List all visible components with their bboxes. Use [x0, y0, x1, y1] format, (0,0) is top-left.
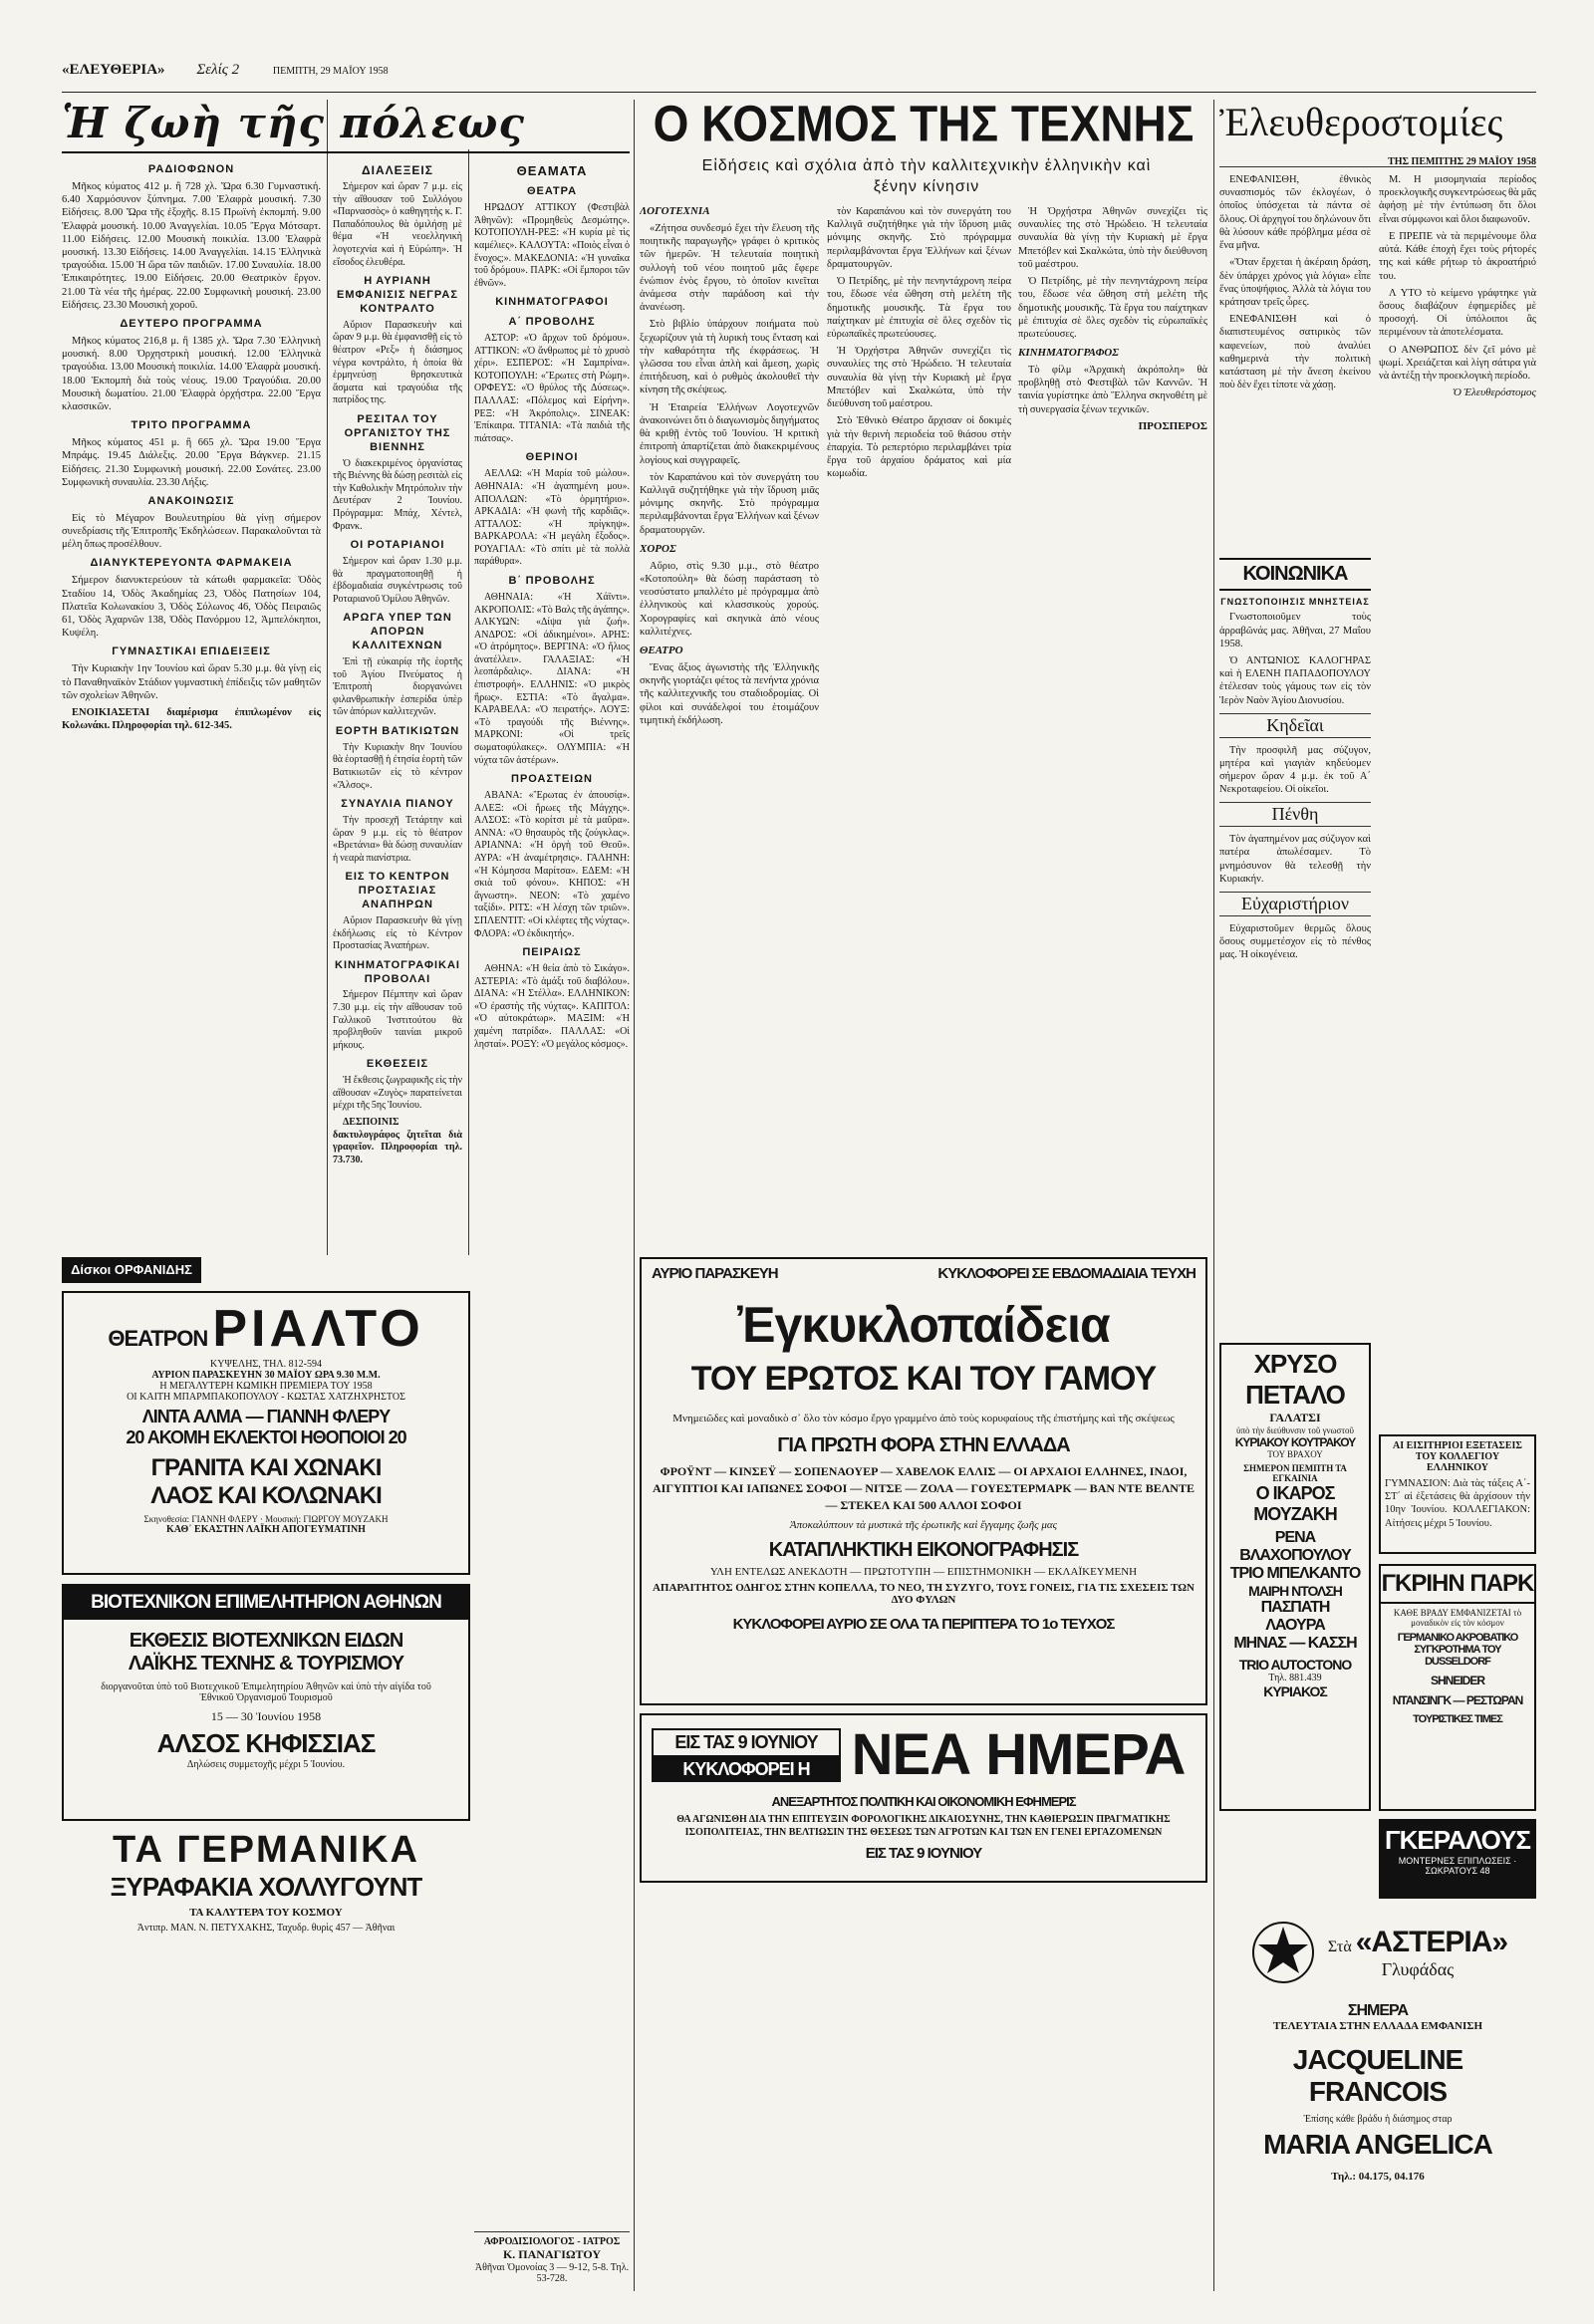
aid-text: Ἐπὶ τῇ εὐκαιρίᾳ τῆς ἑορτῆς τοῦ Ἁγίου Πνεύματος ἡ Ἐπιτροπὴ διοργανώνει φιλανθρωπικὴν ἑσπερίδα ὑπὲρ τῶν ἀπόρων καλλιτεχνῶν. [333, 655, 462, 718]
gold-singer: ΡΕΝΑ ΒΛΑΧΟΠΟΥΛΟΥ [1239, 1529, 1351, 1564]
asteria-intro: Στὰ [1327, 1937, 1352, 1955]
rotary-heading: ΟΙ ΡΟΤΑΡΙΑΝΟΙ [350, 539, 445, 552]
gold-show: Ο ΙΚΑΡΟΣ [1255, 1483, 1335, 1503]
fs-p2: «Ὅταν ἔρχεται ἡ ἀκέραιη δράση, δὲν ὑπάρχει χρόνος γιὰ λόγια» εἶπε ἕνας ὑποψήφιος. Ἀλλὰ τὰ λόγια του κράτησαν τρεῖς ὧρες. [1219, 257, 1371, 308]
column-3 [474, 157, 630, 2299]
park-text: ΚΑΘΕ ΒΡΑΔΥ ΕΜΦΑΝΙΖΕΤΑΙ τὸ μοναδικὸν εἰς τὸν κόσμον [1393, 1608, 1522, 1628]
park-acts: SHNEIDER [1430, 1674, 1484, 1687]
art-column-a [640, 205, 819, 1251]
announcement-heading: ΑΝΑΚΟΙΝΩΣΙΣ [147, 494, 235, 507]
art-mid-p3: Ἡ Ὀρχήστρα Ἀθηνῶν συνεχίζει τὶς συναυλίες της στὸ Ἡρώδειο. Ἡ τελευταία συναυλία θὰ γίνῃ τὴν Κυριακὴ μὲ ἔργα Μπετόβεν καὶ Σκαλκώτα, ὑπὸ τὴν διεύθυνση τοῦ μαέστρου. [827, 346, 1011, 410]
fs-p1: ΕΝΕΦΑΝΙΣΘΗ, ἐθνικὸς συνασπισμός τῶν ἐκλογέων, ὁ ὁποῖος ὑπόσχεται τὰ πάντα σὲ ὅλους. Οἱ ἀρχηγοί του δηλώνουν ὅτι θὰ λύσουν κάθε πρόβλημα μέσα σὲ ἕνα μῆνα. [1219, 174, 1371, 252]
art-col-c-p2: Ὁ Πετρίδης, μὲ τὴν πενηντάχρονη πείρα του, ἔδωσε νέα ὤθηση στὴ μελέτη τῆς δημοτικῆς μουσικῆς. Τὰ ἔργα του παίχτηκαν μὲ ἐπιτυχία σὲ ὅλες σχεδὸν τὶς εὐρωπαϊκὲς πρωτεύουσες. [1018, 276, 1207, 340]
first-run-text: ΑΣΤΟΡ: «Ὁ ἄρχων τοῦ δρόμου». ΑΤΤΙΚΟΝ: «Ὁ ἄνθρωπος μὲ τὸ χρυσὸ χέρι». ΕΣΠΕΡΟΣ: «Ἡ Σαμπρίνα». ΚΟΤΟΠΟΥΛΗ: «Ἔρωτες στὴ Ρώμη». ΟΡΦΕΥΣ: «Ὁ θρύλος τῆς Δύσεως». ΠΑΛΛΑΣ: «Πόλεμος καὶ Εἰρήνη». ΡΕΞ: «Ἡ Ἀκρόπολις». ΣΙΝΕΑΚ: Ἐπίκαιρα. ΤΙΤΑΝΙΑ: «Τὰ παιδιὰ τῆς πιάτσας». [474, 333, 630, 444]
grief-text: Τὸν ἀγαπημένον μας σύζυγον καὶ πατέρα ἀπωλέσαμεν. Τὸ μνημόσυνον θὰ τελεσθῇ τὴν Κυριακήν. [1219, 834, 1371, 885]
chamber-line-4: 15 — 30 Ἰουνίου 1958 [210, 1709, 322, 1723]
piano-text: Τὴν προσεχῆ Τετάρτην καὶ ὥραν 9 μ.μ. εἰς τὸ θέατρον «Βρετάνια» θὰ δώσῃ συναυλίαν ἡ νεαρὰ πιανίστρια. [333, 815, 462, 864]
summer-text: ΑΕΛΛΩ: «Ἡ Μαρία τοῦ μώλου». ΑΘΗΝΑΙΑ: «Ἡ ἀγαπημένη μου». ΑΠΟΛΛΩΝ: «Τὸ ὁρμητήριο». ΑΡΚΑΔΙΑ: «Ἡ φωνὴ τῆς καρδιᾶς». ΑΤΤΑΛΟΣ: «Ἡ πρίγκηψ». ΒΑΡΚΑΡΟΛΑ: «Ἡ μεγάλη ἔξοδος». ΡΟΥΑΓΙΑΛ: «Τὸ σπίτι μὲ τὰ πολλὰ παράθυρα». [474, 468, 630, 568]
park-group: ΓΕΡΜΑΝΙΚΟ ΑΚΡΟΒΑΤΙΚΟ ΣΥΓΚΡΟΤΗΜΑ ΤΟΥ DUSSELDORF [1397, 1632, 1518, 1668]
art-mid-p4: Στὸ Ἐθνικὸ Θέατρο ἄρχισαν οἱ δοκιμὲς γιὰ τὴν θερινὴ περιοδεία τοῦ θιάσου στὴν ἐπαρχία. Τὸ ρεπερτόριο περιλαμβάνει τρία ἔργα τοῦ ἀρχαίου δράματος καὶ μία κωμωδία. [827, 415, 1011, 480]
rialto-line-1: ΑΥΡΙΟΝ ΠΑΡΑΣΚΕΥΗΝ 30 ΜΑΪΟΥ ΩΡΑ 9.30 Μ.Μ. [151, 1370, 381, 1381]
nea-left-1: ΕΙΣ ΤΑΣ 9 ΙΟΥΝΙΟΥ [652, 1728, 841, 1757]
gold-comic: ΠΑΣΠΑΤΗ [1260, 1599, 1330, 1616]
lectures-heading: ΔΙΑΛΕΞΕΙΣ [362, 163, 433, 177]
fs-p7: Ο ΑΝΘΡΩΠΟΣ δὲν ζεῖ μόνο μὲ ψωμί. Χρειάζεται καὶ λίγη σάτιρα γιὰ νὰ ἀντέξῃ τὴν προεκλογικὴ περίοδο. [1379, 344, 1536, 383]
rialto-ad [62, 1291, 470, 1575]
piano-heading: ΣΥΝΑΥΛΙΑ ΠΙΑΝΟΥ [341, 798, 454, 811]
asteria-ad [1219, 1907, 1536, 2295]
dance-p1: Αὔριο, στὶς 9.30 μ.μ., στὸ θέατρο «Κοτοπούλη» θὰ δώσῃ παράσταση τὸ νεοσύστατο μπαλλέτο μὲ πρόγραμμα ἀπὸ ἑλληνικοὺς καὶ κλασσικοὺς χορούς. Χορογραφίες καὶ σκηνικὰ ἀπὸ νέους καλλιτέχνες. [640, 560, 819, 638]
aid-heading: ΑΡΩΓΑ ΥΠΕΡ ΤΩΝ ΑΠΟΡΩΝ ΚΑΛΛΙΤΕΧΝΩΝ [343, 612, 452, 652]
german-line-1: ΤΑ ΚΑΛΥΤΕΡΑ ΤΟΥ ΚΟΣΜΟΥ [189, 1907, 343, 1919]
piraeus-heading: ΠΕΙΡΑΙΩΣ [522, 946, 582, 959]
column-rule [1213, 100, 1214, 2291]
chamber-ad [62, 1584, 470, 1821]
chamber-line-5: ΑΛΣΟΣ ΚΗΦΙΣΣΙΑΣ [156, 1728, 376, 1758]
column-2 [333, 157, 462, 1253]
rialto-line-9: ΚΑΘ᾿ ΕΚΑΣΤΗΝ ΛΑΪΚΗ ΑΠΟΓΕΥΜΑΤΙΝΗ [166, 1524, 366, 1535]
gold-dancer: ΜΑΙΡΗ ΝΤΟΛΣΗ [1248, 1583, 1342, 1599]
second-run-heading: Β΄ ΠΡΟΒΟΛΗΣ [508, 575, 596, 588]
shows-heading: ΘΕΑΜΑΤΑ [516, 163, 588, 178]
center-heading: ΕΙΣ ΤΟ ΚΕΝΤΡΟΝ ΠΡΟΣΤΑΣΙΑΣ ΑΝΑΠΗΡΩΝ [345, 871, 450, 911]
masthead [62, 62, 620, 90]
chamber-line-3: διοργανοῦται ὑπὸ τοῦ Βιοτεχνικοῦ Ἐπιμελητηρίου Ἀθηνῶν καὶ ὑπὸ τὴν αἰγίδα τοῦ Ἐθνικοῦ Ὀργανισμοῦ Τουρισμοῦ [101, 1681, 431, 1703]
enc-text-7: ΑΠΑΡΑΙΤΗΤΟΣ ΟΔΗΓΟΣ ΣΤΗΝ ΚΟΠΕΛΛΑ, ΤΟ ΝΕΟ, ΤΗ ΣΥΖΥΓΟ, ΤΟΥΣ ΓΟΝΕΙΣ, ΓΙΑ ΤΙΣ ΣΧΕΣΕΙΣ ΤΩΝ ΔΥΟ ΦΥΛΩΝ [652, 1582, 1195, 1607]
disks-banner [62, 1257, 201, 1283]
gkeralous-name: ΓΚΕΡΑΛΟΥΣ [1385, 1825, 1531, 1855]
engagement-heading: ΓΝΩΣΤΟΠΟΙΗΣΙΣ ΜΝΗΣΤΕΙΑΣ [1220, 597, 1370, 607]
piraeus-text: ΑΘΗΝΑ: «Ἡ θεία ἀπὸ τὸ Σικάγο». ΑΣΤΕΡΙΑ: «Τὸ ἀμάξι τοῦ διαβόλου». ΔΙΑΝΑ: «Ἡ Στέλλα». ΕΛΛΗΝΙΚΟΝ: «Ὁ ἐραστὴς τῆς νύχτας». ΚΑΠΙΤΟΛ: «Ὁ αὐτοκράτωρ». ΜΑΞΙΜ: «Ἡ χαμένη πατρίδα». ΠΑΛΛΑΣ: «Οἱ λησταί». ΡΟΞΥ: «Ὁ μεγάλος κόσμος». [474, 963, 630, 1050]
enc-text-2: ΓΙΑ ΠΡΩΤΗ ΦΟΡΑ ΣΤΗΝ ΕΛΛΑΔΑ [777, 1434, 1070, 1456]
rotary-text: Σήμερον καὶ ὥραν 1.30 μ.μ. θὰ πραγματοποιηθῇ ἡ ἑβδομαδιαία συγκέντρωσις τοῦ Ροταριανοῦ Ὁμίλου Ἀθηνῶν. [333, 556, 462, 605]
engagement-text: Γνωστοποιοῦμεν τοὺς ἀρραβῶνάς μας. Ἀθῆναι, 27 Μαΐου 1958. [1219, 612, 1371, 649]
gold-from: ΤΟΥ ΒΡΑΧΟΥ [1267, 1449, 1323, 1459]
literature-p2: Στὸ βιβλίο ὑπάρχουν ποιήματα ποὺ ξεχωρίζουν γιὰ τὴ λυρικὴ τους ἔνταση καὶ τὴν καθαρότητα τῆς ἐκφράσεως. Ἡ γλῶσσα του εἶναι ἀπλὴ καὶ ἄμεση, χωρὶς ἐπιτήδευση, καὶ ὁ ρυθμὸς ἀκολουθεῖ τὴν κίνηση τῆς σκέψεως. [640, 319, 819, 396]
gold-tel: Τηλ. 881.439 [1268, 1673, 1322, 1683]
literature-p3: Ἡ Ἑταιρεία Ἑλλήνων Λογοτεχνῶν ἀνακοινώνει ὅτι ὁ διαγωνισμὸς διηγήματος θὰ κριθῇ ἐντὸς τοῦ Ἰουνίου. Ἡ κριτικὴ ἐπιτροπὴ ἀπαρτίζεται ἀπὸ διακεκριμένους λογίους καὶ συγγραφεῖς. [640, 401, 819, 466]
art-world-title-text: Ο ΚΟΣΜΟΣ ΤΗΣ ΤΕΧΝΗΣ [653, 96, 1195, 152]
rialto-line-3: ΟΙ ΚΑΙΤΗ ΜΠΑΡΜΠΑΚΟΠΟΥΛΟΥ - ΚΩΣΤΑΣ ΧΑΤΖΗΧΡΗΣΤΟΣ [127, 1392, 405, 1403]
cinema-p1: Τὸ φίλμ «Ἀρχαικὴ ἀκρόπολη» θὰ προβληθῇ στὸ Φεστιβὰλ τῶν Καννῶν. Ἡ ταινία γυρίστηκε ἀπὸ Ἕλληνα σκηνοθέτη μὲ τὴ συνεργασία ξένων τεχνικῶν. [1018, 365, 1207, 415]
thanks-heading: Εὐχαριστήριον [1219, 892, 1371, 916]
chamber-line-6: Δηλώσεις συμμετοχῆς μέχρι 5 Ἰουνίου. [186, 1759, 346, 1770]
masthead-rule [62, 92, 1536, 94]
fs-p6: Λ ΥΤΟ τὸ κείμενο γράφτηκε γιὰ ὅσους διαβάζουν ἐφημερίδες μὲ προσοχή. Οἱ ὑπόλοιποι ἂς περιμένουν τὰ ἀποτελέσματα. [1379, 287, 1536, 339]
art-column-c [1018, 205, 1207, 1251]
column-rule [634, 100, 635, 2291]
asteria-star-2: MARIA ANGELICA [1263, 2129, 1492, 2160]
enc-text-3: ΦΡΟΫΝΤ — ΚΙΝΣΕΫ — ΣΟΠΕΝΑΟΥΕΡ — ΧΑΒΕΛΟΚ ΕΛΛΙΣ — ΟΙ ΑΡΧΑΙΟΙ ΕΛΛΗΝΕΣ, ΙΝΔΟΙ, ΑΙΓΥΠΤΙΟΙ ΚΑΙ ΙΑΠΩΝΕΣ ΣΟΦΟΙ — ΝΙΤΣΕ — ΖΟΛΑ — ΓΟΥΕΣΤΕΡΜΑΡΚ — ΒΑΝ ΝΤΕ ΒΕΛΝΤΕ — ΣΤΕΚΕΛ ΚΑΙ 500 ΑΛΛΟΙ ΣΟΦΟΙ [653, 1464, 1195, 1512]
literature-heading: ΛΟΓΟΤΕΧΝΙΑ [640, 205, 710, 217]
fs-signature: Ὁ Ἐλευθερόστομος [1452, 387, 1536, 399]
rialto-line-6: ΓΡΑΝΙΤΑ ΚΑΙ ΧΩΝΑΚΙ [150, 1454, 382, 1481]
free-speech-title-text: Ἐλευθεροστομίες [1219, 100, 1503, 144]
asteria-today: ΣΗΜΕΡΑ [1347, 2002, 1409, 2019]
art-column-b [827, 205, 1011, 1251]
enc-text-5: ΚΑΤΑΠΛΗΚΤΙΚΗ ΕΙΚΟΝΟΓΡΑΦΗΣΙΣ [768, 1539, 1079, 1562]
asteria-mid: Ἐπίσης κάθε βράδυ ἡ διάσημος σταρ [1303, 2114, 1453, 2125]
park-end: ΤΟΥΡΙΣΤΙΚΕΣ ΤΙΜΕΣ [1413, 1713, 1502, 1725]
pharmacies-heading: ΔΙΑΝΥΚΤΕΡΕΥΟΝΤΑ ΦΑΡΜΑΚΕΙΑ [90, 557, 293, 570]
gold-owner: ΚΥΡΙΑΚΟΥ ΚΟΥΤΡΑΚΟΥ [1234, 1435, 1356, 1449]
suburbs-text: ΑΒΑΝΑ: «Ἔρωτας ἐν ἀπουσίᾳ». ΑΛΕΞ: «Οἱ ἥρωες τῆς Μάγχης». ΑΛΣΟΣ: «Τὸ κορίτσι μὲ τὰ μαῦρα». ΑΝΝΑ: «Ὁ θησαυρὸς τῆς ζούγκλας». ΑΡΙΑΝΝΑ: «Ἡ ὀργὴ τοῦ Θεοῦ». ΑΥΡΑ: «Ἡ ἀναμέτρησις». ΓΑΛΗΝΗ: «Ἡ Κόμησσα Μαρίτσα». ΕΔΕΜ: «Ἡ σκιὰ τοῦ φόνου». ΚΗΠΟΣ: «Ἡ ἄγνωστη». ΝΕΟΝ: «Τὸ χαμένο ταξίδι». ΡΙΤΣ: «Ἡ λέσχη τῶν τριῶν». ΣΠΛΕΝΤΙΤ: «Οἱ κλέφτες τῆς νύχτας». ΦΛΟΡΑ: «Ὁ ἐκδικητής». [474, 790, 630, 939]
fs-p5: Ε ΠΡΕΠΕ νὰ τὰ περιμένουμε ὅλα αὐτά. Κάθε ἐποχὴ ἔχει τοὺς ρήτορές της καὶ κάθε ρήτωρ τὸ ἀκροατήριό του. [1379, 230, 1536, 282]
third-program-text: Μῆκος κύματος 451 μ. ἢ 665 χλ. Ὥρα 19.00 Ἔργα Μπράμς. 19.45 Διάλεξις. 20.00 Ἔργα Βάγκνερ. 21.15 Εἰδήσεις. 21.30 Συμφωνικὴ μουσική. 22.00 Σονάτες. 23.00 Συμφωνικὴ συναυλία. 23.30 Λήξις. [62, 437, 321, 488]
dance-heading: ΧΟΡΟΣ [640, 542, 676, 555]
golden-horseshoe-ad [1219, 1343, 1371, 1811]
center-text: Αὔριον Παρασκευὴν θὰ γίνῃ ἐκδήλωσις εἰς τὸ Κέντρον Προστασίας Ἀναπήρων. [333, 914, 462, 952]
social-section [1219, 558, 1371, 1335]
thanks-text: Εὐχαριστοῦμεν θερμῶς ὅλους ὅσους συμμετέσχον εἰς τὸ πένθος μας. Ἡ οἰκογένεια. [1219, 922, 1371, 961]
german-razor-ad [62, 1829, 470, 1998]
contralto-heading: Η ΑΥΡΙΑΝΗ ΕΜΦΑΝΙΣΙΣ ΝΕΓΡΑΣ ΚΟΝΤΡΑΛΤΟ [337, 275, 458, 315]
asteria-logo-icon [1248, 1913, 1318, 1992]
paper-name: «ΕΛΕΥΘΕΡΙΑ» [62, 62, 165, 78]
theatres-heading: ΘΕΑΤΡΑ [526, 185, 578, 198]
literature-p1-repeat: τὸν Καραπάνου καὶ τὸν συνεργάτη του Καλλιγᾶ συζητήθηκε γιὰ τὴν ἵδρυση μιᾶς μόνιμης σκηνῆς. Στὸ πρόγραμμα περιλαμβάνονται ἔργα Ἑλλήνων καὶ ξένων δραματουργῶν. [640, 471, 819, 536]
page-number: Σελίς 2 [196, 62, 240, 78]
small-ad-2: ΔΕΣΠΟΙΝΙΣ δακτυλογράφος ζητεῖται διὰ γραφεῖον. Πληροφορίαι τηλ. 73.730. [333, 1117, 462, 1165]
theatre-p1: Ἕνας ἄξιος ἀγωνιστὴς τῆς Ἑλληνικῆς σκηνῆς γιορτάζει φέτος τὰ πενήντα χρόνια τῆς καλλιτεχνικῆς του σταδιοδρομίας. Οἱ φίλοι καὶ συνάδελφοί του ἑτοιμάζουν τιμητικὴ ἐκδήλωση. [640, 661, 819, 726]
art-col-c-p1: Ἡ Ὀρχήστρα Ἀθηνῶν συνεχίζει τὶς συναυλίες της στὸ Ἡρώδειο. Ἡ τελευταία συναυλία θὰ γίνῃ τὴν Κυριακὴ μὲ ἔργα Μπετόβεν καὶ Σκαλκώτα, ὑπὸ τὴν διεύθυνση τοῦ μαέστρου. [1018, 206, 1207, 270]
gold-name: ΧΡΥΣΟ ΠΕΤΑΛΟ [1245, 1349, 1345, 1410]
rialto-line-4: ΛΙΝΤΑ ΑΛΜΑ — ΓΙΑΝΝΗ ΦΛΕΡΥ [141, 1407, 391, 1426]
park-restaurant: ΝΤΑΝΣΙΝΓΚ — ΡΕΣΤΩΡΑΝ [1392, 1693, 1523, 1707]
wedding-text: Ὁ ΑΝΤΩΝΙΟΣ ΚΑΛΟΓΗΡΑΣ καὶ ἡ ΕΛΕΝΗ ΠΑΠΑΔΟΠΟΥΛΟΥ ἐτέλεσαν τοὺς γάμους των εἰς τὸν Ἱερὸν Ναὸν Ἁγίου Διονυσίου. [1219, 654, 1371, 706]
gymnastics-text: Τὴν Κυριακὴν 1ην Ἰουνίου καὶ ὥραν 5.30 μ.μ. θὰ γίνῃ εἰς τὸ Παναθηναϊκὸν Στάδιον γυμναστικὴ ἐπίδειξις τῶν μαθητῶν τῶν σχολείων Ἀθηνῶν. [62, 663, 321, 701]
rialto-pre: ΘΕΑΤΡΟΝ [108, 1326, 208, 1351]
rialto-line-7: ΛΑΟΣ ΚΑΙ ΚΟΛΩΝΑΚΙ [150, 1482, 382, 1509]
recital-text: Ὁ διακεκριμένος ὀργανίστας τῆς Βιέννης θὰ δώσῃ ρεσιτὰλ εἰς τὴν Καθολικὴν Μητρόπολιν τὴν Δευτέραν 2 Ἰουνίου. Πρόγραμμα: Μπάχ, Χέντελ, Φρανκ. [333, 457, 462, 532]
enc-text-8: ΚΥΚΛΟΦΟΡΕΙ ΑΥΡΙΟ ΣΕ ΟΛΑ ΤΑ ΠΕΡΙΠΤΕΡΑ ΤΟ 1ο ΤΕΥΧΟΣ [732, 1616, 1115, 1634]
nea-line-3: ΕΙΣ ΤΑΣ 9 ΙΟΥΝΙΟΥ [865, 1845, 982, 1862]
rialto-line-5: 20 ΑΚΟΜΗ ΕΚΛΕΚΤΟΙ ΗΘΟΠΟΙΟΙ 20 [126, 1427, 406, 1447]
doctor-address: Ἀθῆναι Ὁμονοίας 3 — 9-12, 5-8. Τηλ. 53-728. [474, 2262, 630, 2284]
nea-left-2: ΚΥΚΛΟΦΟΡΕΙ Η [652, 1757, 841, 1782]
gold-trio: ΤΡΙΟ ΜΠΕΛΚΑΝΤΟ [1229, 1565, 1361, 1582]
column-rule [327, 100, 328, 1255]
suburbs-heading: ΠΡΟΑΣΤΕΙΩΝ [511, 773, 593, 786]
city-life-title [62, 98, 630, 153]
column-rule [468, 149, 469, 1255]
asteria-tel: Τηλ.: 04.175, 04.176 [1331, 2171, 1425, 2183]
rialto-line-8: Σκηνοθεσία: ΓΙΑΝΝΗ ΦΛΕΡΥ · Μουσική: ΓΙΩΡΓΟΥ ΜΟΥΖΑΚΗ [143, 1514, 389, 1524]
free-speech-date-text: ΤΗΣ ΠΕΜΠΤΗΣ 29 ΜΑΪΟΥ 1958 [1388, 156, 1536, 167]
gold-guest: ΛΑΟΥΡΑ [1265, 1617, 1325, 1634]
rialto-title: ΡΙΑΛΤΟ [212, 1300, 424, 1358]
radio-heading: ΡΑΔΙΟΦΩΝΟΝ [147, 163, 235, 175]
park-name: ΓΚΡΙΗΝ ΠΑΡΚ [1381, 1566, 1534, 1604]
enc-title-2: ΤΟΥ ΕΡΩΤΟΣ ΚΑΙ ΤΟΥ ΓΑΜΟΥ [690, 1360, 1157, 1398]
college-exam-ad [1379, 1434, 1536, 1554]
exhibitions-text: Ἡ ἔκθεσις ζωγραφικῆς εἰς τὴν αἴθουσαν «Ζυγὸς» παρατείνεται μέχρι τῆς 5ης Ἰουνίου. [333, 1075, 462, 1112]
film-screenings-text: Σήμερον Πέμπτην καὶ ὥραν 7.30 μ.μ. εἰς τὴν αἴθουσαν τοῦ Γαλλικοῦ Ἰνστιτούτου θὰ προβληθοῦν ταινίαι μικροῦ μήκους. [333, 989, 462, 1051]
german-subtitle: ΞΥΡΑΦΑΚΙΑ ΧΟΛΛΥΓΟΥΝΤ [110, 1872, 422, 1902]
green-park-ad [1379, 1564, 1536, 1811]
doctor-name: Κ. ΠΑΝΑΓΙΩΤΟΥ [502, 2247, 602, 2261]
gkeralous-text: ΜΟΝΤΕΡΝΕΣ ΕΠΙΠΛΩΣΕΙΣ · ΣΩΚΡΑΤΟΥΣ 48 [1398, 1856, 1517, 1876]
nea-title: ΝΕΑ ΗΜΕΡΑ [851, 1722, 1186, 1787]
nea-line-1: ΑΝΕΞΑΡΤΗΤΟΣ ΠΟΛΙΤΙΚΗ ΚΑΙ ΟΙΚΟΝΟΜΙΚΗ ΕΦΗΜΕΡΙΣ [771, 1794, 1076, 1809]
chamber-line-1: ΕΚΘΕΣΙΣ ΒΙΟΤΕΧΝΙΚΩΝ ΕΙΔΩΝ [129, 1630, 403, 1652]
gold-place: ΓΑΛΑΤΣΙ [1269, 1411, 1321, 1424]
enc-text-1: Μνημειῶδες καὶ μοναδικὸ σ᾿ ὅλο τὸν κόσμο ἔργο γραμμένο ἀπὸ τοὺς κορυφαίους τῆς ἐπιστήμης καὶ τῆς σκέψεως [672, 1413, 1175, 1424]
feast-text: Τὴν Κυριακὴν 8ην Ἰουνίου θὰ ἑορτασθῇ ἡ ἐτησία ἑορτὴ τῶν Βατικιωτῶν εἰς τὸ κέντρον «Ἄλσος». [333, 741, 462, 791]
third-program-heading: ΤΡΙΤΟ ΠΡΟΓΡΑΜΜΑ [131, 419, 252, 432]
exam-text: ΓΥΜΝΑΣΙΟΝ: Διὰ τὰς τάξεις Α΄-ΣΤ΄ αἱ ἐξετάσεις θὰ ἀρχίσουν τὴν 10ην Ἰουνίου. ΚΟΛΛΕΓΙΑΚΟΝ: Αἰτήσεις μέχρι 5 Ἰουνίου. [1385, 1478, 1530, 1529]
theatres-text: ΗΡΩΔΟΥ ΑΤΤΙΚΟΥ (Φεστιβὰλ Ἀθηνῶν): «Προμηθεὺς Δεσμώτης». ΚΟΤΟΠΟΥΛΗ-ΡΕΞ: «Ἡ κυρία μὲ τὶς καμέλιες». ΚΑΛΟΥΤΑ: «Ποιὸς εἶναι ὁ ἔνοχος;». ΜΑΚΕΔΟΝΙΑ: «Ἡ γυναῖκα τοῦ δρόμου». ΠΑΡΚ: «Οἱ ἔμποροι τῶν ἐθνῶν». [474, 202, 630, 289]
asteria-name: «ΑΣΤΕΡΙΑ» [1355, 1925, 1508, 1958]
gold-band: TRIO AUTOCTONO [1238, 1657, 1352, 1673]
fs-p4: Μ. Η μισομηνιαία περίοδος προεκλογικῆς συγκεντρώσεως θὰ μᾶς ἀφήσῃ μὲ τὴν ἐντύπωση ὅτι ὅλοι εἶναι σύμφωνοι καὶ ὅλοι διαφωνοῦν. [1379, 174, 1536, 225]
gold-music: ΜΟΥΖΑΚΗ [1253, 1504, 1337, 1524]
chamber-title: ΒΙΟΤΕΧΝΙΚΟΝ ΕΠΙΜΕΛΗΤΗΡΙΟΝ ΑΘΗΝΩΝ [64, 1586, 468, 1620]
gold-today: ΣΗΜΕΡΟΝ ΠΕΜΠΤΗ ΤΑ ΕΓΚΑΙΝΙΑ [1243, 1463, 1347, 1483]
art-world-subtitle-text: Εἰδήσεις καὶ σχόλια ἀπὸ τὴν καλλιτεχνικὴν ἑλληνικὴν καὶ ξένην κίνησιν [701, 157, 1152, 195]
grief-heading: Πένθη [1219, 802, 1371, 827]
radio-text: Μῆκος κύματος 412 μ. ἢ 728 χλ. Ὥρα 6.30 Γυμναστική. 6.40 Χαρμόσυνον ξύπνημα. 7.00 Ἐλαφρὰ μουσική. 7.30 Εἰδήσεις. 8.00 Ὥρα τῆς ἐξοχῆς. 8.15 Πρωϊνὴ ἐκπομπή. 9.00 Ἐλαφρὰ μουσική. 10.00 Ἀναγγελίαι. 10.05 Ἔργα Μότσαρτ. 11.00 Εἰδήσεις. 12.00 Μουσικὴ ποικιλία. 13.00 Ἐλαφρὰ μουσική. 13.30 Εἰδήσεις. 14.00 Ἀναγγελίαι. 14.15 Ἑλληνικὰ τραγούδια. 15.00 Ἡ ὥρα τῶν παιδιῶν. 17.00 Συναυλία. 18.00 Ἐπικαιρότητες. 19.00 Εἰδήσεις. 20.00 Θεατρικὸν ἔργον. 21.00 Τὰ νέα τῆς ἡμέρας. 22.00 Συμφωνικὴ μουσική. 23.00 Εἰδήσεις. 23.30 Μουσικὴ χοροῦ. [62, 180, 321, 311]
art-mid-p2: Ὁ Πετρίδης, μὲ τὴν πενηντάχρονη πείρα του, ἔδωσε νέα ὤθηση στὴ μελέτη τῆς δημοτικῆς μουσικῆς. Τὰ ἔργα του παίχτηκαν μὲ ἐπιτυχία σὲ ὅλες σχεδὸν τὶς εὐρωπαϊκὲς πρωτεύουσες. [827, 276, 1011, 340]
lectures-text: Σήμερον καὶ ὥραν 7 μ.μ. εἰς τὴν αἴθουσαν τοῦ Συλλόγου «Παρνασσὸς» ὁ καθηγητὴς κ. Γ. Παπαδόπουλος θὰ ὁμιλήσῃ μὲ θέμα «Ἡ νεοελληνικὴ λογοτεχνία καὶ ἡ Εὐρώπη». Ἡ εἴσοδος ἐλευθέρα. [333, 181, 462, 268]
social-heading: ΚΟΙΝΩΝΙΚΑ [1219, 558, 1371, 591]
small-ad-text: ΕΝΟΙΚΙΑΣΕΤΑΙ διαμέρισμα ἐπιπλωμένον εἰς Κολωνάκι. Πληροφορίαι τηλ. 612-345. [62, 706, 321, 732]
exam-heading: ΑΙ ΕΙΣΙΤΗΡΙΟΙ ΕΞΕΤΑΣΕΙΣ ΤΟΥ ΚΟΛΛΕΓΙΟΥ ΕΛΛΗΝΙΚΟΥ [1393, 1440, 1522, 1473]
first-run-heading: Α΄ ΠΡΟΒΟΛΗΣ [508, 316, 596, 329]
german-line-2: Ἀντιπρ. ΜΑΝ. Ν. ΠΕΤΥΧΑΚΗΣ, Ταχυδρ. θυρὶς 457 — Ἀθῆναι [136, 1923, 396, 1934]
summer-heading: ΘΕΡΙΝΟΙ [525, 451, 579, 464]
gold-dir: ὑπὸ τὴν διεύθυνσιν τοῦ γνωστοῦ [1236, 1425, 1354, 1435]
doctor-heading: ΑΦΡΟΔΙΣΙΟΛΟΓΟΣ - ΙΑΤΡΟΣ [483, 2236, 621, 2247]
german-title: ΤΑ ΓΕΡΜΑΝΙΚΑ [113, 1829, 419, 1871]
art-mid-p1: τὸν Καραπάνου καὶ τὸν συνεργάτη του Καλλιγᾶ συζητήθηκε γιὰ τὴν ἵδρυση μιᾶς μόνιμης σκηνῆς. Στὸ πρόγραμμα περιλαμβάνονται ἔργα Ἑλλήνων καὶ ξένων δραματουργῶν. [827, 206, 1011, 270]
enc-title-1: Ἐγκυκλοπαίδεια [737, 1297, 1110, 1353]
second-run-text: ΑΘΗΝΑΙΑ: «Ἡ Χάϊντι». ΑΚΡΟΠΟΛΙΣ: «Τὸ Βαλς τῆς ἀγάπης». ΑΛΚΥΩΝ: «Δίψα γιὰ ζωή». ΑΝΔΡΟΣ: «Οἱ ἀδικημένοι». ΑΡΗΣ: «Ὁ ἀτρόμητος». ΒΕΡΓΙΝΑ: «Ὁ ἥλιος ἀνατέλλει». ΓΑΛΑΞΙΑΣ: «Ἡ λεοπάρδαλις». ΔΙΑΝΑ: «Ἡ ἐπιστροφή». ΕΛΛΗΝΙΣ: «Ὁ μικρὸς ἥρως». ΕΣΤΙΑ: «Τὸ ἄγαλμα». ΚΑΡΑΒΕΛΑ: «Ὁ πειρατής». ΛΟΥΞ: «Τὸ τραγούδι τῆς Βιέννης». ΜΑΡΚΟΝΙ: «Οἱ τρεῖς σωματοφύλακες». ΟΛΥΜΠΙΑ: «Ἡ νύχτα τῶν ἀστέρων». [474, 591, 630, 766]
funerals-text: Τὴν προσφιλῆ μας σύζυγον, μητέρα καὶ γιαγιὰν κηδεύομεν σήμερον ὥραν 4 μ.μ. ἐκ τοῦ Α΄ Νεκροταφείου. Οἱ οἰκεῖοι. [1219, 744, 1371, 796]
fs-p3: ΕΝΕΦΑΝΙΣΘΗ καὶ ὁ διαπιστευμένος σατιρικὸς τῶν καφενείων, ποὺ ἀναλύει καθημερινὰ τὴν πολιτικὴ κατάσταση μὲ τὴν ἄνεση ἐκείνου ποὺ δὲν ἔχει τίποτε νὰ χάσῃ. [1219, 314, 1371, 391]
free-speech-title [1219, 96, 1536, 151]
enc-top-left: ΑΥΡΙΟ ΠΑΡΑΣΚΕΥΗ [652, 1265, 778, 1282]
enc-text-4: Ἀποκαλύπτουν τὰ μυστικὰ τῆς ἐρωτικῆς καὶ ἔγγαμης ζωῆς μας [789, 1519, 1058, 1532]
cinemas-heading: ΚΙΝΗΜΑΤΟΓΡΑΦΟΙ [495, 296, 609, 309]
pharmacies-text: Σήμερον διανυκτερεύουν τὰ κάτωθι φαρμακεῖα: Ὁδὸς Σταδίου 14, Ὁδὸς Ἀκαδημίας 23, Ὁδὸς Πατησίων 104, Πλατεῖα Κολωνακίου 3, Ὁδὸς Σόλωνος 46, Ὁδὸς Πειραιῶς 61, Ὁδὸς Ἀχαρνῶν 138, Ὁδὸς Πανόρμου 12, Ἀμπελόκηποι, Κυψέλη. [62, 575, 321, 640]
art-signature: ΠΡΟΣΠΕΡΟΣ [1138, 419, 1207, 432]
enc-top-right: ΚΥΚΛΟΦΟΡΕΙ ΣΕ ΕΒΔΟΜΑΔΙΑΙΑ ΤΕΥΧΗ [937, 1265, 1196, 1282]
exhibitions-heading: ΕΚΘΕΣΕΙΣ [366, 1058, 429, 1071]
encyclopedia-ad [640, 1257, 1207, 1705]
city-life-title-text: Ἡ ζωὴ τῆς πόλεως [62, 99, 525, 147]
feast-heading: ΕΟΡΤΗ ΒΑΤΙΚΙΩΤΩΝ [335, 724, 460, 737]
cinema-heading: ΚΙΝΗΜΑΤΟΓΡΑΦΟΣ [1018, 347, 1120, 360]
announcement-text: Εἰς τὸ Μέγαρον Βουλευτηρίου θὰ γίνῃ σήμερον συνεδρίασις τῆς Ἐπιτροπῆς Ἐκδηλώσεων. Παρακαλοῦνται τὰ μέλη ὅπως προσέλθουν. [62, 512, 321, 551]
chamber-line-2: ΛΑΪΚΗΣ ΤΕΧΝΗΣ & ΤΟΥΡΙΣΜΟΥ [128, 1653, 404, 1675]
doctor-ad [474, 2231, 630, 2301]
contralto-text: Αὔριον Παρασκευὴν καὶ ὥραν 9 μ.μ. θὰ ἐμφανισθῇ εἰς τὸ θέατρον «Ρεξ» ἡ διάσημος νέγρα κοντράλτο, ἡ ὁποία θὰ ἑρμηνεύσῃ θρησκευτικὰ ἄσματα καὶ τραγούδια τῆς πατρίδος της. [333, 319, 462, 406]
second-program-text: Μῆκος κύματος 216,8 μ. ἢ 1385 χλ. Ὥρα 7.30 Ἑλληνικὴ μουσική. 8.00 Ὀρχηστρικὴ μουσική. 12.00 Ἑλληνικὰ τραγούδια. 13.00 Μουσικὴ ποικιλία. 14.00 Ἐλαφρὰ μουσική. 18.00 Ἐκπομπὴ διὰ τοὺς νέους. 19.00 Τραγούδια. 20.00 Μουσικὴ δωματίου. 21.00 Ἐλαφρὰ ὀρχήστρα. 22.00 Ἔργα κλασσικῶν. [62, 335, 321, 412]
art-world-subtitle [687, 155, 1166, 201]
recital-heading: ΡΕΣΙΤΑΛ ΤΟΥ ΟΡΓΑΝΙΣΤΟΥ ΤΗΣ ΒΙΕΝΝΗΣ [344, 413, 451, 453]
rialto-line-2: Η ΜΕΓΑΛΥΤΕΡΗ ΚΩΜΙΚΗ ΠΡΕΜΙΕΡΑ ΤΟΥ 1958 [159, 1381, 373, 1392]
literature-p1: «Ζήτησα συνδεσμό ἔχει τὴν ἔλευση τῆς ποιητικῆς παραγωγῆς» γράφει ὁ κριτικὸς τῶν ἡμερῶν. Ἡ τελευταία ποιητικὴ συλλογὴ τοῦ νέου ποιητοῦ μᾶς ἔφερε ἐνώπιον ἑνὸς ἔργου, τὸ ὁποῖον κινεῖται ἀνάμεσα στὴν παράδοση καὶ τὴν ἀνανέωση. [640, 222, 819, 314]
asteria-place: Γλυφάδας [1381, 1958, 1455, 1979]
second-program-heading: ΔΕΥΤΕΡΟ ΠΡΟΓΡΑΜΜΑ [120, 318, 263, 331]
art-world-title [640, 96, 1207, 155]
film-screenings-heading: ΚΙΝΗΜΑΤΟΓΡΑΦΙΚΑΙ ΠΡΟΒΟΛΑΙ [335, 958, 460, 985]
disks-banner-text: Δίσκοι ΟΡΦΑΝΙΔΗΣ [71, 1262, 192, 1277]
asteria-note: ΤΕΛΕΥΤΑΙΑ ΣΤΗΝ ΕΛΛΑΔΑ ΕΜΦΑΝΙΣΗ [1272, 2020, 1483, 2032]
enc-text-6: ΥΛΗ ΕΝΤΕΛΩΣ ΑΝΕΚΔΟΤΗ — ΠΡΩΤΟΤΥΠΗ — ΕΠΙΣΤΗΜΟΝΙΚΗ — ΕΚΛΑΪΚΕΥΜΕΝΗ [709, 1566, 1138, 1579]
funerals-heading: Κηδεῖαι [1219, 713, 1371, 738]
asteria-star-1: JACQUELINE FRANCOIS [1292, 2044, 1463, 2107]
nea-imera-ad [640, 1713, 1207, 1883]
rialto-address: ΚΥΨΕΛΗΣ, ΤΗΛ. 812-594 [210, 1359, 322, 1370]
nea-line-2: ΘΑ ΑΓΩΝΙΣΘΗ ΔΙΑ ΤΗΝ ΕΠΙΤΕΥΞΙΝ ΦΟΡΟΛΟΓΙΚΗΣ ΔΙΚΑΙΟΣΥΝΗΣ, ΤΗΝ ΚΑΘΙΕΡΩΣΙΝ ΠΡΑΓΜΑΤΙΚΗΣ ΙΣΟΠΟΛΙΤΕΙΑΣ, ΤΗΝ ΒΕΛΤΙΩΣΙΝ ΤΗΣ ΘΕΣΕΩΣ ΤΩΝ ΑΓΡΟΤΩΝ ΚΑΙ ΤΩΝ ΕΝ ΓΕΝΕΙ ΕΡΓΑΖΟΜΕΝΩΝ [676, 1814, 1171, 1838]
column-1 [62, 157, 321, 1273]
gkeralous-ad [1379, 1819, 1536, 1899]
gold-duo: ΜΗΝΑΣ — ΚΑΣΣΗ [1233, 1635, 1357, 1652]
gymnastics-heading: ΓΥΜΝΑΣΤΙΚΑΙ ΕΠΙΔΕΙΞΕΙΣ [112, 646, 271, 658]
theatre-heading: ΘΕΑΤΡΟ [640, 645, 683, 657]
gold-sign: ΚΥΡΙΑΚΟΣ [1263, 1683, 1327, 1699]
dateline: ΠΕΜΠΤΗ, 29 ΜΑΪΟΥ 1958 [272, 66, 389, 77]
free-speech-date [1219, 151, 1536, 167]
